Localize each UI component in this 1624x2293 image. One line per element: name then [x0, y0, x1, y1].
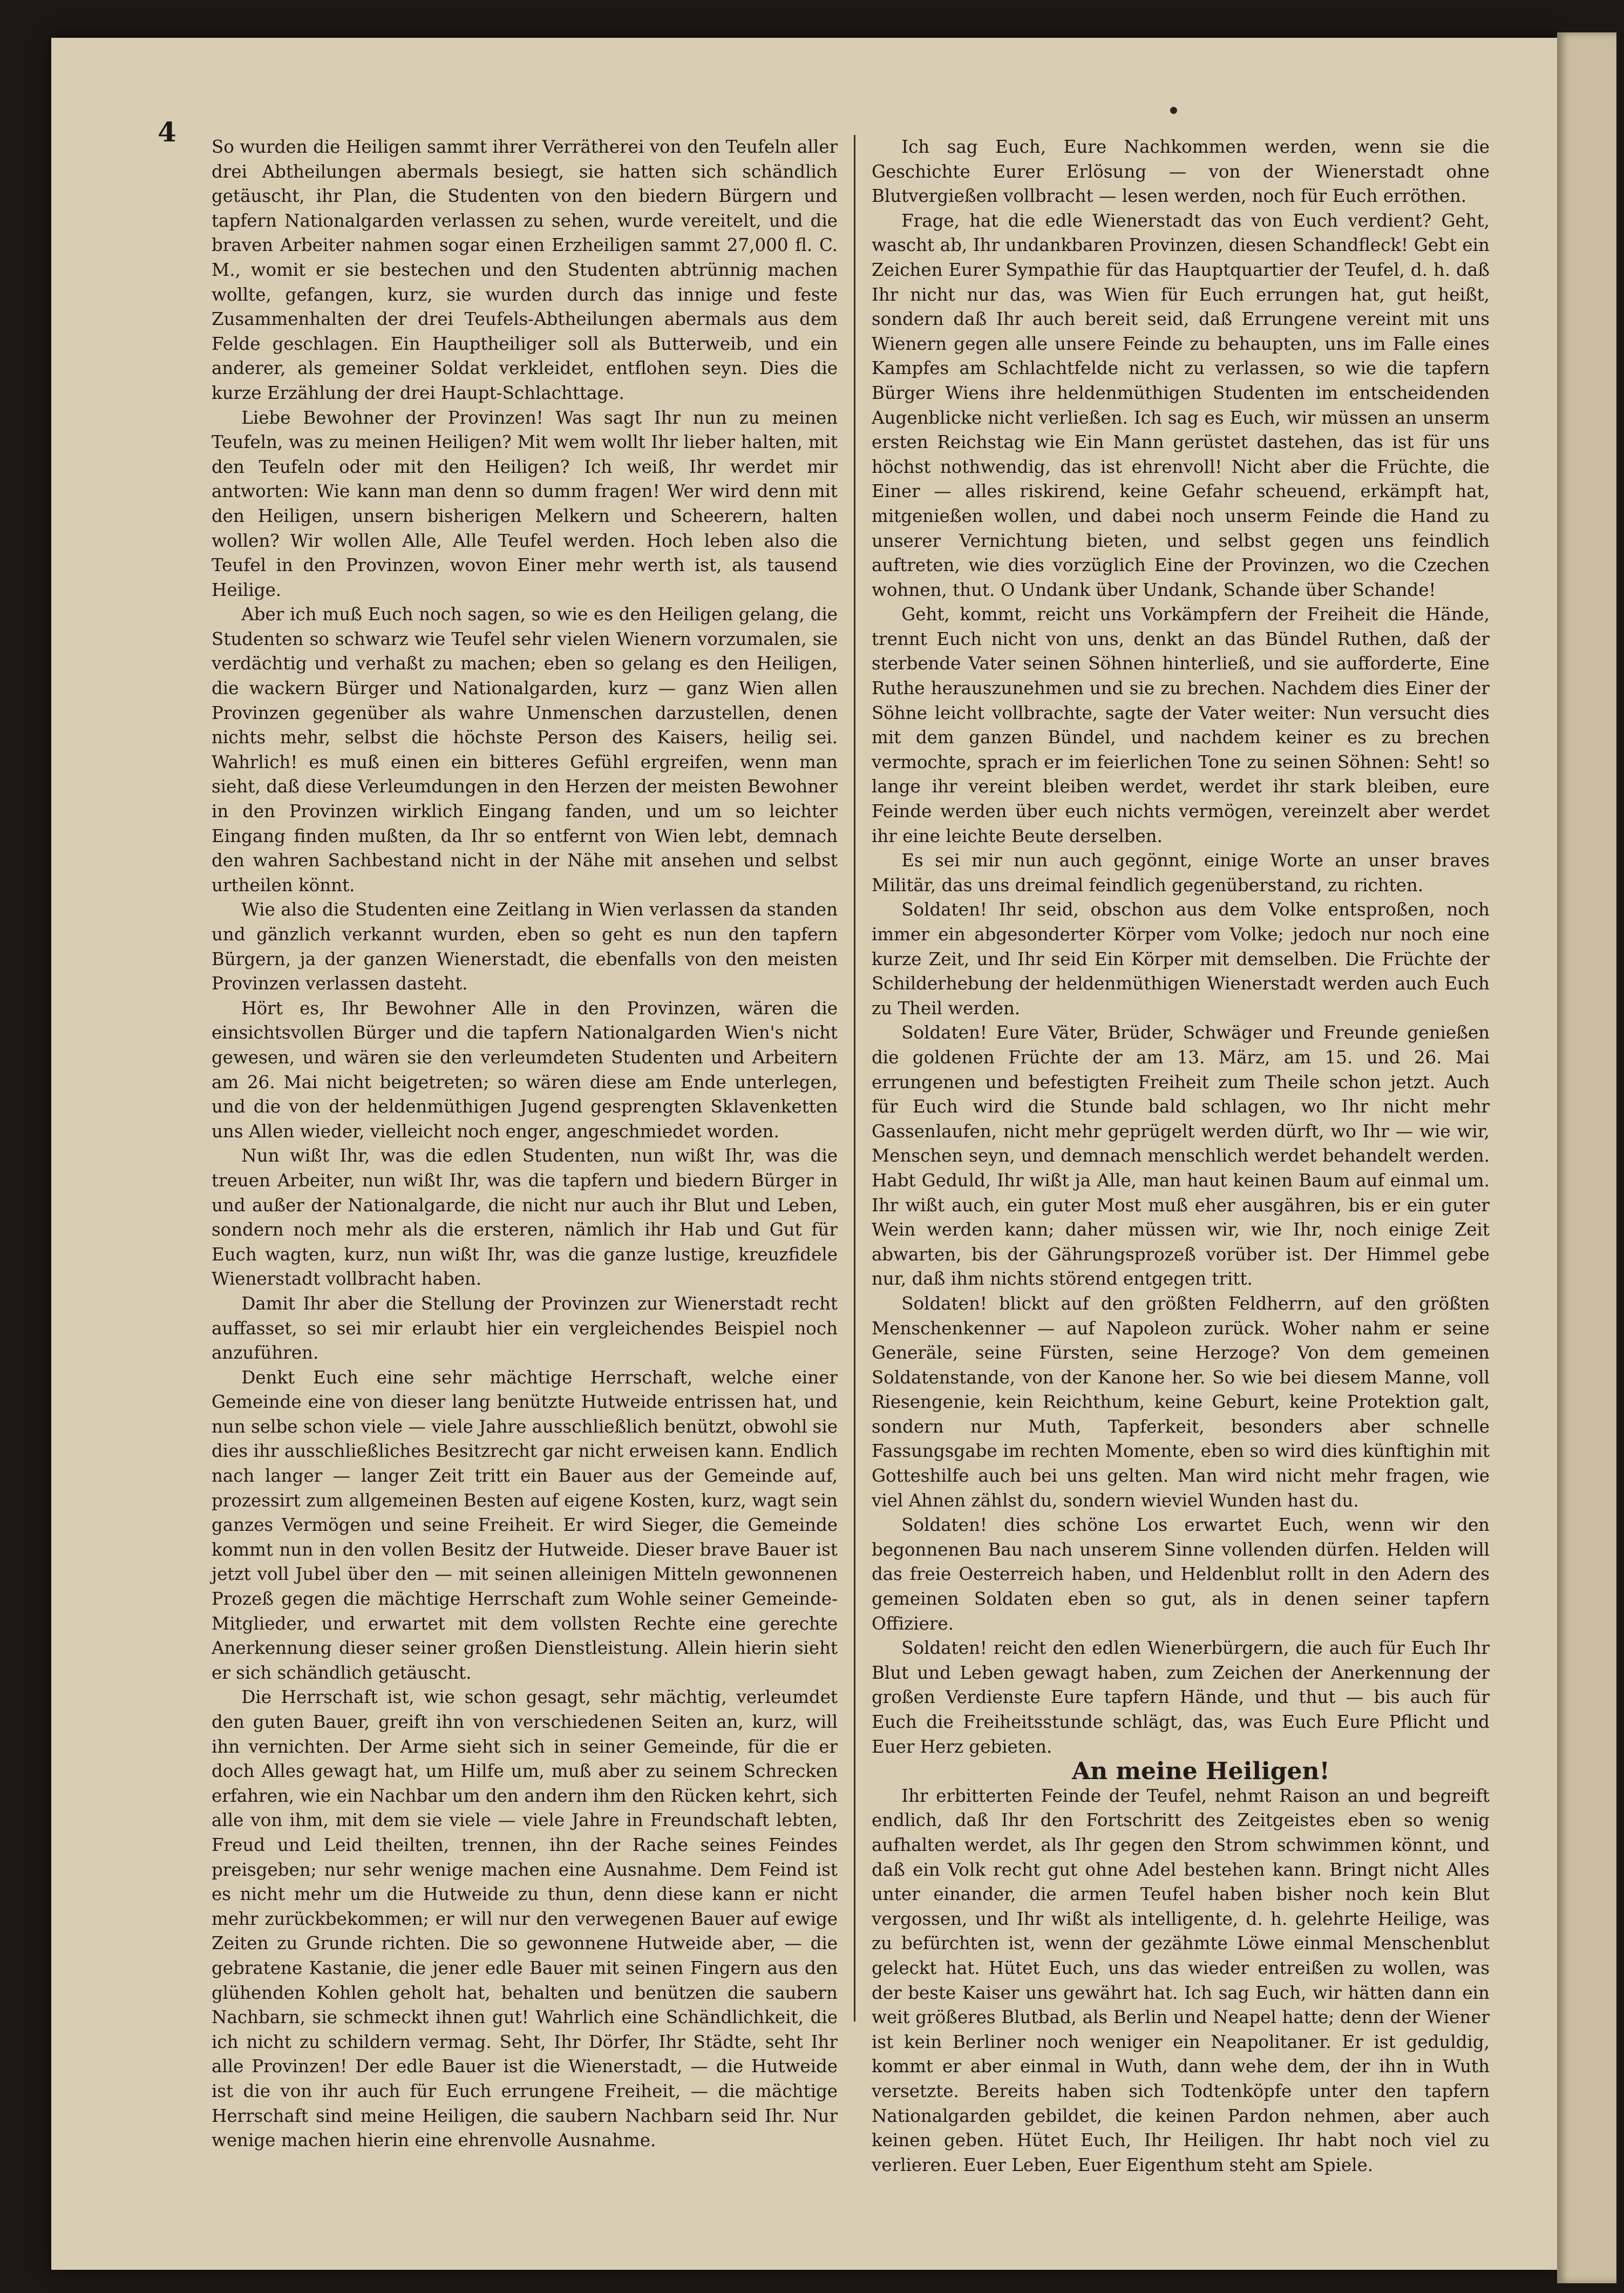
paragraph: Soldaten! reicht den edlen Wienerbürgern, die auch für Euch Ihr Blut und Leben gewagt haben, zum Zeichen der Anerkennung der großen Verdienste Eure tapfern Hände, und thut — bis auch für Euch die Freiheitsstunde schlägt, das, was Euch Eure Pflicht und Euer Herz gebieten. [872, 1638, 1490, 1757]
paragraph: So wurden die Heiligen sammt ihrer Verrätherei von den Teufeln aller drei Abtheilungen abermals besiegt, sie hatten sich schändlich getäuscht, ihr Plan, die Studenten von den biedern Bürgern und tapfern Nationalgarden verlassen zu sehen, wurde vereitelt, und die braven Arbeiter nahmen sogar einen Erzheiligen sammt 27,000 fl. C. M., womit er sie bestechen und den Studenten abtrünnig machen wollte, gefangen, kurz, sie wurden durch das innige und feste Zusammenhalten der drei Teufels-Abtheilungen abermals aus dem Felde geschlagen. Ein Hauptheiliger soll als Butterweib, und ein anderer, als gemeiner Soldat verkleidet, entflohen seyn. Dies die kurze Erzählung der drei Haupt-Schlachttage. [212, 137, 838, 403]
paragraph: Liebe Bewohner der Provinzen! Was sagt Ihr nun zu meinen Teufeln, was zu meinen Heiligen? Mit wem wollt Ihr lieber halten, mit den Teufeln oder mit den Heiligen? Ich weiß, Ihr werdet mir antworten: Wie kann man denn so dumm fragen! Wer wird denn mit den Heiligen, unsern bisherigen Melkern und Scheerern, halten wollen? Wir wollen Alle, Alle Teufel werden. Hoch leben also die Teufel in den Provinzen, wovon Einer mehr werth ist, als tausend Heilige. [212, 407, 838, 600]
page-number: 4 [158, 116, 176, 148]
paragraph: Frage, hat die edle Wienerstadt das von Euch verdient? Geht, wascht ab, Ihr undankbaren Provinzen, diesen Schandfleck! Gebt ein Zeichen Eurer Sympathie für das Hauptquartier der Teufel, d. h. daß Ihr nicht nur das, was Wien für Euch errungen hat, gut heißt, sondern daß Ihr auch bereit seid, daß Errungene vereint mit uns Wienern gegen alle unsere Feinde zu behaupten, uns im Falle eines Kampfes am Schlachtfelde nicht zu verlassen, so wie die tapfern Bürger Wiens ihre heldenmüthigen Studenten im entscheidenden Augenblicke nicht verließen. Ich sag es Euch, wir müssen an unserm ersten Reichstag wie Ein Mann gerüstet dastehen, das ist für uns höchst nothwendig, das ist ehrenvoll! Nicht aber die Früchte, die Einer — alles riskirend, keine Gefahr scheuend, erkämpft hat, mitgenießen wollen, und dabei noch unserm Feinde die Hand zu unserer Vernichtung bieten, und selbst gegen uns feindlich auftreten, wie dies vorzüglich Eine der Provinzen, wo die Czechen wohnen, thut. O Undank über Undank, Schande über Schande! [872, 210, 1490, 600]
paragraph: Soldaten! Eure Väter, Brüder, Schwäger und Freunde genießen die goldenen Früchte der am 13. März, am 15. und 26. Mai errungenen und befestigten Freiheit zum Theile schon jetzt. Auch für Euch wird die Stunde bald schlagen, wo Ihr nicht mehr Gassenlaufen, nicht mehr geprügelt werden dürft, wo Ihr — wie wir, Menschen seyn, und demnach menschlich werdet behandelt werden. Habt Geduld, Ihr wißt ja Alle, man haut keinen Baum auf einmal um. Ihr wißt auch, ein guter Most muß eher ausgähren, bis er ein guter Wein werden kann; daher müssen wir, wie Ihr, noch einige Zeit abwarten, bis der Gährungsprozeß vorüber ist. Der Himmel gebe nur, daß ihm nichts störend entgegen tritt. [872, 1022, 1490, 1290]
paragraph: Aber ich muß Euch noch sagen, so wie es den Heiligen gelang, die Studenten so schwarz wie Teufel sehr vielen Wienern vorzumalen, sie verdächtig und verhaßt zu machen; eben so gelang es den Heiligen, die wackern Bürger und Nationalgarden, kurz — ganz Wien allen Provinzen gegenüber als wahre Unmenschen darzustellen, denen nichts mehr, selbst die höchste Person des Kaisers, heilig sei. Wahrlich! es muß einen ein bitteres Gefühl ergreifen, wenn man sieht, daß diese Verleumdungen in den Herzen der meisten Bewohner in den Provinzen wirklich Eingang fanden, und um so leichter Eingang finden mußten, da Ihr so entfernt von Wien lebt, demnach den wahren Sachbestand nicht in der Nähe mit ansehen und selbst urtheilen könnt. [212, 604, 838, 896]
paragraph: Soldaten! blickt auf den größten Feldherrn, auf den größten Menschenkenner — auf Napoleon zurück. Woher nahm er seine Generäle, seine Fürsten, seine Herzoge? Von dem gemeinen Soldatenstande, von der Kanone her. So wie bei diesem Manne, voll Riesengenie, kein Reichthum, keine Geburt, keine Protektion galt, sondern nur Muth, Tapferkeit, besonders aber schnelle Fassungsgabe im rechten Momente, eben so wird dies künftighin mit Gotteshilfe auch bei uns gelten. Man wird nicht mehr fragen, wie viel Ahnen zählst du, sondern wieviel Wunden hast du. [872, 1293, 1490, 1511]
paragraph: Hört es, Ihr Bewohner Alle in den Provinzen, wären die einsichtsvollen Bürger und die tapfern Nationalgarden Wien's nicht gewesen, und wären sie den verleumdeten Studenten und Arbeitern am 26. Mai nicht beigetreten; so wären diese am Ende unterlegen, und die von der heldenmüthigen Jugend gesprengten Sklavenketten uns Allen wieder, vielleicht noch enger, angeschmiedet worden. [212, 998, 838, 1142]
paragraph: Soldaten! Ihr seid, obschon aus dem Volke entsproßen, noch immer ein abgesonderter Körper vom Volke; jedoch nur noch eine kurze Zeit, und Ihr seid Ein Körper mit demselben. Die Früchte der Schilderhebung der heldenmüthigen Wienerstadt werden auch Euch zu Theil werden. [872, 899, 1490, 1019]
paragraph: Die Herrschaft ist, wie schon gesagt, sehr mächtig, verleumdet den guten Bauer, greift ihn von verschiedenen Seiten an, kurz, will ihn vernichten. Der Arme sieht sich in seiner Gemeinde, für die er doch Alles gewagt hat, um Hilfe um, muß aber zu seinem Schrecken erfahren, wie ein Nachbar um den andern ihm den Rücken kehrt, sich alle von ihm, mit dem sie viele — viele Jahre in Freundschaft lebten, Freud und Leid theilten, trennen, ihn der Rache seines Feindes preisgeben; nur sehr wenige machen eine Ausnahme. Dem Feind ist es nicht mehr um die Hutweide zu thun, denn diese kann er nicht mehr zurückbekommen; er will nur den verwegenen Bauer auf ewige Zeiten zu Grunde richten. Die so gewonnene Hutweide aber, — die gebratene Kastanie, die jener edle Bauer mit seinen Fingern aus den glühenden Kohlen geholt hat, behalten und benützen die saubern Nachbarn, sie schmeckt ihnen gut! Wahrlich eine Schändlichkeit, die ich nicht zu schildern vermag. Seht, Ihr Dörfer, Ihr Städte, seht Ihr alle Provinzen! Der edle Bauer ist die Wienerstadt, — die Hutweide ist die von ihr auch für Euch errungene Freiheit, — die mächtige Herrschaft sind meine Heiligen, die saubern Nachbarn seid Ihr. Nur wenige machen hierin eine ehrenvolle Ausnahme. [212, 1687, 838, 2151]
left-column [212, 135, 838, 2153]
paragraph: Damit Ihr aber die Stellung der Provinzen zur Wienerstadt recht auffasset, so sei mir erlaubt hier ein vergleichendes Beispiel noch anzuführen. [212, 1293, 838, 1363]
column-divider [854, 135, 855, 2021]
paragraph: Geht, kommt, reicht uns Vorkämpfern der Freiheit die Hände, trennt Euch nicht von uns, denkt an das Bündel Ruthen, daß der sterbende Vater seinen Söhnen hinterließ, und sie aufforderte, Eine Ruthe herauszunehmen und sie zu brechen. Nachdem dies Einer der Söhne leicht vollbrachte, sagte der Vater weiter: Nun versucht dies mit dem ganzen Bündel, und nachdem keiner es zu brechen vermochte, sprach er im feierlichen Tone zu seinen Söhnen: Seht! so lange ihr vereint bleiben werdet, werdet ihr stark bleiben, eure Feinde werden über euch nichts vermögen, vereinzelt aber werdet ihr eine leichte Beute derselben. [872, 604, 1490, 846]
next-page-edge [1557, 32, 1616, 2283]
paragraph: Wie also die Studenten eine Zeitlang in Wien verlassen da standen und gänzlich verkannt wurden, eben so geht es nun den tapfern Bürgern, ja der ganzen Wienerstadt, die ebenfalls von den meisten Provinzen verlassen dasteht. [212, 899, 838, 994]
printer-dot [1170, 107, 1177, 114]
paragraph: Ich sag Euch, Eure Nachkommen werden, wenn sie die Geschichte Eurer Erlösung — von der Wienerstadt ohne Blutvergießen vollbracht — lesen werden, noch für Euch erröthen. [872, 137, 1490, 207]
paragraph: Es sei mir nun auch gegönnt, einige Worte an unser braves Militär, das uns dreimal feindlich gegenüberstand, zu richten. [872, 850, 1490, 896]
paragraph: Denkt Euch eine sehr mächtige Herrschaft, welche einer Gemeinde eine von dieser lang benützte Hutweide entrissen hat, und nun selbe schon viele — viele Jahre ausschließlich benützt, obwohl sie dies ihr ausschließliches Besitzrecht gar nicht erweisen kann. Endlich nach langer — langer Zeit tritt ein Bauer aus der Gemeinde auf, prozessirt zum allgemeinen Besten auf eigene Kosten, kurz, wagt sein ganzes Vermögen und seine Freiheit. Er wird Sieger, die Gemeinde kommt nun in den vollen Besitz der Hutweide. Dieser brave Bauer ist jetzt voll Jubel über den — mit seinen alleinigen Mitteln gewonnenen Prozeß gegen die mächtige Herrschaft zum Wohle seiner Gemeinde-Mitglieder, und erwartet mit dem vollsten Rechte eine gerechte Anerkennung dieser seiner großen Dienstleistung. Allein hierin sieht er sich schändlich getäuscht. [212, 1367, 838, 1683]
paragraph: Soldaten! dies schöne Los erwartet Euch, wenn wir den begonnenen Bau nach unserem Sinne vollenden dürfen. Helden will das freie Oesterreich haben, und Heldenblut rollt in den Adern des gemeinen Soldaten eben so gut, als in denen seiner tapfern Offiziere. [872, 1515, 1490, 1634]
paragraph: Ihr erbitterten Feinde der Teufel, nehmt Raison an und begreift endlich, daß Ihr den Fortschritt des Zeitgeistes eben so wenig aufhalten werdet, als Ihr gegen den Strom schwimmen könnt, und daß ein Volk recht gut ohne Adel bestehen kann. Bringt nicht Alles unter einander, die armen Teufel haben bisher noch kein Blut vergossen, und Ihr wißt als intelligente, d. h. gelehrte Heilige, was zu befürchten ist, wenn der gezähmte Löwe einmal Menschenblut geleckt hat. Hütet Euch, uns das wieder entreißen zu wollen, was der beste Kaiser uns gewährt hat. Ich sag Euch, wir hätten dann ein weit größeres Blutbad, als Berlin und Neapel hatte; denn der Wiener ist kein Berliner noch weniger ein Neapolitaner. Er ist geduldig, kommt er aber einmal in Wuth, dann wehe dem, der ihn in Wuth versetzte. Bereits haben sich Todtenköpfe unter den tapfern Nationalgarden gebildet, die keinen Pardon nehmen, aber auch keinen geben. Hütet Euch, Ihr Heiligen. Ihr habt noch viel zu verlieren. Euer Leben, Euer Eigenthum steht am Spiele. [872, 1785, 1490, 2175]
paragraph: Nun wißt Ihr, was die edlen Studenten, nun wißt Ihr, was die treuen Arbeiter, nun wißt Ihr, was die tapfern und biedern Bürger in und außer der Nationalgarde, die nicht nur auch ihr Blut und Leben, sondern noch mehr als die ersteren, nämlich ihr Hab und Gut für Euch wagten, kurz, nun wißt Ihr, was die ganze lustige, kreuzfidele Wienerstadt vollbracht haben. [212, 1145, 838, 1290]
section-heading: An meine Heiligen! [1072, 1758, 1330, 1786]
right-column [872, 135, 1490, 2177]
